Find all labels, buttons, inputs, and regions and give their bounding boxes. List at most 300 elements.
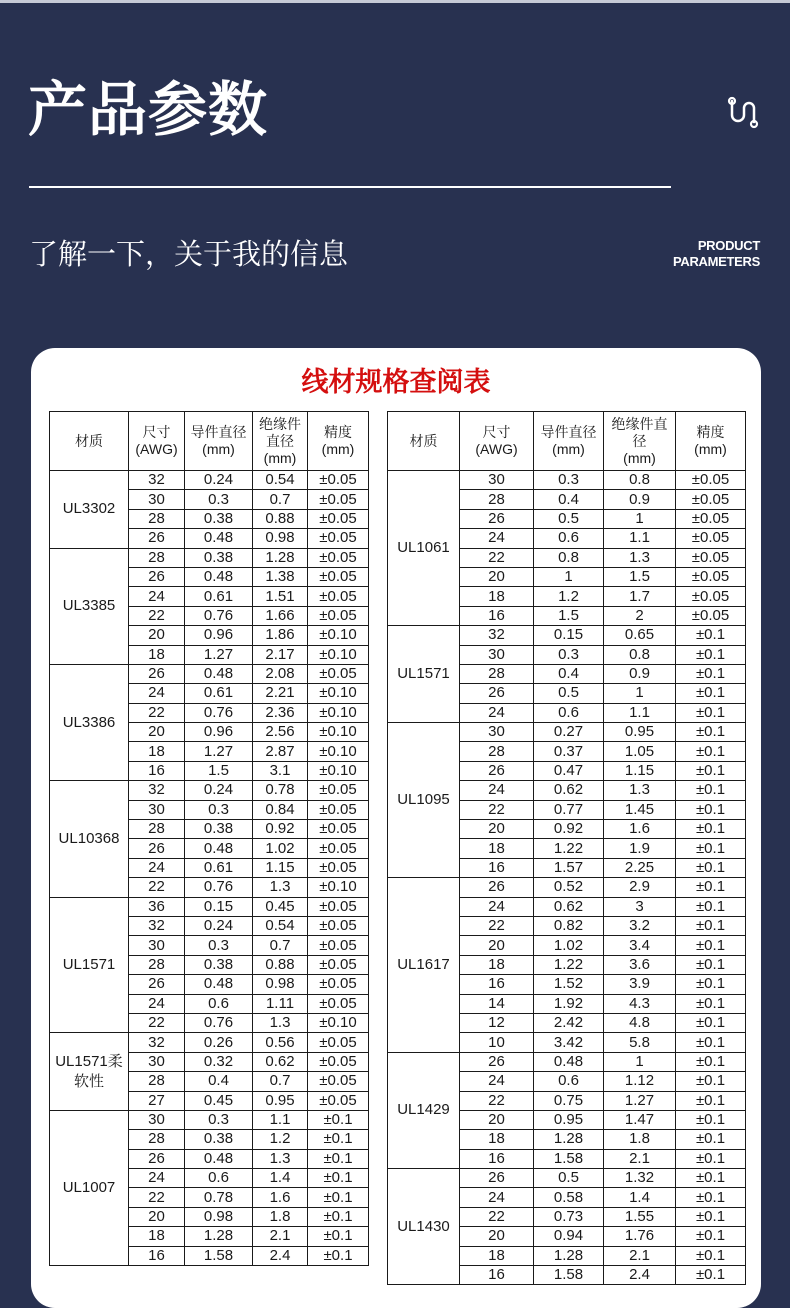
conductor-cell: 0.15 bbox=[185, 897, 253, 916]
insulation-cell: 1.55 bbox=[604, 1207, 676, 1226]
conductor-cell: 0.4 bbox=[534, 490, 604, 509]
insulation-cell: 1.3 bbox=[253, 1149, 308, 1168]
precision-cell: ±0.05 bbox=[308, 820, 369, 839]
precision-cell: ±0.1 bbox=[676, 626, 746, 645]
precision-cell: ±0.1 bbox=[676, 781, 746, 800]
conductor-cell: 0.76 bbox=[185, 878, 253, 897]
conductor-cell: 0.4 bbox=[185, 1072, 253, 1091]
insulation-cell: 0.78 bbox=[253, 781, 308, 800]
precision-cell: ±0.1 bbox=[676, 742, 746, 761]
size-cell: 18 bbox=[460, 587, 534, 606]
conductor-cell: 1.52 bbox=[534, 975, 604, 994]
size-cell: 26 bbox=[129, 567, 185, 586]
precision-cell: ±0.05 bbox=[308, 916, 369, 935]
precision-cell: ±0.05 bbox=[676, 567, 746, 586]
insulation-cell: 2 bbox=[604, 606, 676, 625]
insulation-cell: 0.45 bbox=[253, 897, 308, 916]
insulation-cell: 1 bbox=[604, 684, 676, 703]
precision-cell: ±0.1 bbox=[308, 1149, 369, 1168]
size-cell: 22 bbox=[460, 800, 534, 819]
conductor-cell: 1.92 bbox=[534, 994, 604, 1013]
precision-cell: ±0.1 bbox=[676, 1033, 746, 1052]
size-cell: 26 bbox=[460, 761, 534, 780]
insulation-cell: 1.32 bbox=[604, 1169, 676, 1188]
insulation-cell: 0.98 bbox=[253, 975, 308, 994]
precision-cell: ±0.1 bbox=[676, 1013, 746, 1032]
insulation-cell: 2.4 bbox=[253, 1246, 308, 1265]
conductor-cell: 1.28 bbox=[534, 1130, 604, 1149]
precision-cell: ±0.1 bbox=[676, 664, 746, 683]
insulation-cell: 1.3 bbox=[253, 878, 308, 897]
size-cell: 16 bbox=[460, 1149, 534, 1168]
english-caption-line1: PRODUCT bbox=[697, 238, 760, 253]
size-cell: 30 bbox=[129, 936, 185, 955]
size-cell: 22 bbox=[460, 1091, 534, 1110]
precision-cell: ±0.1 bbox=[676, 1246, 746, 1265]
precision-cell: ±0.05 bbox=[676, 509, 746, 528]
english-caption bbox=[673, 238, 760, 270]
precision-cell: ±0.05 bbox=[308, 606, 369, 625]
insulation-cell: 1.3 bbox=[604, 548, 676, 567]
material-cell: UL1061 bbox=[388, 471, 460, 626]
size-cell: 10 bbox=[460, 1033, 534, 1052]
insulation-cell: 1.38 bbox=[253, 567, 308, 586]
size-cell: 24 bbox=[460, 1188, 534, 1207]
precision-cell: ±0.10 bbox=[308, 703, 369, 722]
insulation-cell: 1.3 bbox=[604, 781, 676, 800]
header-material: 材质 bbox=[388, 412, 460, 471]
conductor-cell: 0.8 bbox=[534, 548, 604, 567]
insulation-cell: 0.95 bbox=[604, 723, 676, 742]
conductor-cell: 0.94 bbox=[534, 1227, 604, 1246]
conductor-cell: 0.5 bbox=[534, 1169, 604, 1188]
precision-cell: ±0.1 bbox=[676, 1207, 746, 1226]
insulation-cell: 2.9 bbox=[604, 878, 676, 897]
precision-cell: ±0.05 bbox=[308, 1091, 369, 1110]
insulation-cell: 2.17 bbox=[253, 645, 308, 664]
conductor-cell: 0.48 bbox=[185, 567, 253, 586]
conductor-cell: 0.5 bbox=[534, 509, 604, 528]
conductor-cell: 0.15 bbox=[534, 626, 604, 645]
size-cell: 26 bbox=[129, 529, 185, 548]
precision-cell: ±0.10 bbox=[308, 878, 369, 897]
precision-cell: ±0.05 bbox=[308, 509, 369, 528]
spec-table-left bbox=[49, 411, 369, 1266]
precision-cell: ±0.10 bbox=[308, 645, 369, 664]
conductor-cell: 1.5 bbox=[534, 606, 604, 625]
header-insulation-diameter: 绝缘件 直径 (mm) bbox=[253, 412, 308, 471]
precision-cell: ±0.1 bbox=[308, 1188, 369, 1207]
table-row bbox=[50, 1033, 369, 1052]
table-row bbox=[388, 723, 746, 742]
size-cell: 28 bbox=[460, 664, 534, 683]
size-cell: 27 bbox=[129, 1091, 185, 1110]
precision-cell: ±0.10 bbox=[308, 684, 369, 703]
spec-table-right bbox=[387, 411, 746, 1285]
material-cell: UL1430 bbox=[388, 1169, 460, 1285]
insulation-cell: 1 bbox=[604, 1052, 676, 1071]
conductor-cell: 0.96 bbox=[185, 626, 253, 645]
insulation-cell: 0.54 bbox=[253, 916, 308, 935]
insulation-cell: 1.02 bbox=[253, 839, 308, 858]
conductor-cell: 1.2 bbox=[534, 587, 604, 606]
conductor-cell: 1.28 bbox=[185, 1227, 253, 1246]
precision-cell: ±0.1 bbox=[308, 1207, 369, 1226]
precision-cell: ±0.05 bbox=[308, 587, 369, 606]
size-cell: 20 bbox=[129, 626, 185, 645]
insulation-cell: 1.05 bbox=[604, 742, 676, 761]
conductor-cell: 0.73 bbox=[534, 1207, 604, 1226]
conductor-cell: 0.47 bbox=[534, 761, 604, 780]
size-cell: 30 bbox=[460, 471, 534, 490]
precision-cell: ±0.05 bbox=[308, 839, 369, 858]
insulation-cell: 1.1 bbox=[604, 529, 676, 548]
conductor-cell: 0.32 bbox=[185, 1052, 253, 1071]
precision-cell: ±0.1 bbox=[676, 761, 746, 780]
insulation-cell: 5.8 bbox=[604, 1033, 676, 1052]
insulation-cell: 0.8 bbox=[604, 471, 676, 490]
conductor-cell: 0.6 bbox=[534, 1072, 604, 1091]
precision-cell: ±0.1 bbox=[676, 1149, 746, 1168]
size-cell: 16 bbox=[129, 1246, 185, 1265]
insulation-cell: 0.88 bbox=[253, 955, 308, 974]
spec-card bbox=[31, 348, 761, 1308]
insulation-cell: 1 bbox=[604, 509, 676, 528]
insulation-cell: 1.8 bbox=[253, 1207, 308, 1226]
table-body-right bbox=[388, 471, 746, 1285]
precision-cell: ±0.1 bbox=[308, 1110, 369, 1129]
conductor-cell: 0.52 bbox=[534, 878, 604, 897]
size-cell: 24 bbox=[129, 684, 185, 703]
insulation-cell: 2.1 bbox=[604, 1149, 676, 1168]
precision-cell: ±0.1 bbox=[676, 994, 746, 1013]
precision-cell: ±0.1 bbox=[676, 1169, 746, 1188]
size-cell: 24 bbox=[129, 858, 185, 877]
size-cell: 12 bbox=[460, 1013, 534, 1032]
conductor-cell: 0.76 bbox=[185, 1013, 253, 1032]
size-cell: 30 bbox=[460, 723, 534, 742]
precision-cell: ±0.05 bbox=[308, 664, 369, 683]
precision-cell: ±0.10 bbox=[308, 1013, 369, 1032]
size-cell: 24 bbox=[129, 994, 185, 1013]
conductor-cell: 0.95 bbox=[534, 1110, 604, 1129]
size-cell: 22 bbox=[129, 1188, 185, 1207]
material-cell: UL1429 bbox=[388, 1052, 460, 1168]
table-row bbox=[50, 781, 369, 800]
size-cell: 22 bbox=[460, 548, 534, 567]
insulation-cell: 1.6 bbox=[604, 820, 676, 839]
conductor-cell: 0.48 bbox=[185, 1149, 253, 1168]
header-conductor-diameter: 导件直径 (mm) bbox=[185, 412, 253, 471]
size-cell: 30 bbox=[129, 800, 185, 819]
size-cell: 16 bbox=[460, 858, 534, 877]
size-cell: 28 bbox=[460, 490, 534, 509]
precision-cell: ±0.05 bbox=[308, 897, 369, 916]
insulation-cell: 3.2 bbox=[604, 916, 676, 935]
insulation-cell: 2.4 bbox=[604, 1266, 676, 1285]
conductor-cell: 0.6 bbox=[534, 529, 604, 548]
header-size: 尺寸 (AWG) bbox=[460, 412, 534, 471]
header-precision: 精度 (mm) bbox=[676, 412, 746, 471]
precision-cell: ±0.1 bbox=[676, 916, 746, 935]
size-cell: 26 bbox=[460, 684, 534, 703]
size-cell: 20 bbox=[460, 1110, 534, 1129]
conductor-cell: 0.48 bbox=[185, 975, 253, 994]
material-cell: UL1571 bbox=[388, 626, 460, 723]
conductor-cell: 0.26 bbox=[185, 1033, 253, 1052]
insulation-cell: 1.9 bbox=[604, 839, 676, 858]
insulation-cell: 1.27 bbox=[604, 1091, 676, 1110]
precision-cell: ±0.1 bbox=[308, 1227, 369, 1246]
precision-cell: ±0.05 bbox=[676, 548, 746, 567]
precision-cell: ±0.1 bbox=[676, 723, 746, 742]
insulation-cell: 1.1 bbox=[253, 1110, 308, 1129]
precision-cell: ±0.1 bbox=[308, 1130, 369, 1149]
insulation-cell: 1.1 bbox=[604, 703, 676, 722]
precision-cell: ±0.10 bbox=[308, 723, 369, 742]
conductor-cell: 0.6 bbox=[185, 1169, 253, 1188]
precision-cell: ±0.05 bbox=[308, 781, 369, 800]
precision-cell: ±0.05 bbox=[308, 975, 369, 994]
precision-cell: ±0.1 bbox=[676, 936, 746, 955]
insulation-cell: 3.1 bbox=[253, 761, 308, 780]
insulation-cell: 0.9 bbox=[604, 490, 676, 509]
material-cell: UL3386 bbox=[50, 664, 129, 780]
precision-cell: ±0.05 bbox=[676, 490, 746, 509]
conductor-cell: 0.38 bbox=[185, 820, 253, 839]
size-cell: 28 bbox=[460, 742, 534, 761]
precision-cell: ±0.1 bbox=[676, 820, 746, 839]
insulation-cell: 2.25 bbox=[604, 858, 676, 877]
conductor-cell: 0.24 bbox=[185, 471, 253, 490]
conductor-cell: 0.62 bbox=[534, 781, 604, 800]
conductor-cell: 2.42 bbox=[534, 1013, 604, 1032]
size-cell: 20 bbox=[129, 723, 185, 742]
size-cell: 32 bbox=[129, 1033, 185, 1052]
size-cell: 28 bbox=[129, 955, 185, 974]
conductor-cell: 0.24 bbox=[185, 781, 253, 800]
size-cell: 28 bbox=[129, 1130, 185, 1149]
insulation-cell: 1.15 bbox=[253, 858, 308, 877]
size-cell: 18 bbox=[460, 1130, 534, 1149]
table-row bbox=[50, 1110, 369, 1129]
material-cell: UL1617 bbox=[388, 878, 460, 1053]
page-title: 产品参数 bbox=[28, 75, 269, 144]
precision-cell: ±0.05 bbox=[308, 1033, 369, 1052]
insulation-cell: 2.36 bbox=[253, 703, 308, 722]
insulation-cell: 1.47 bbox=[604, 1110, 676, 1129]
size-cell: 32 bbox=[129, 781, 185, 800]
insulation-cell: 2.87 bbox=[253, 742, 308, 761]
conductor-cell: 0.3 bbox=[534, 645, 604, 664]
precision-cell: ±0.05 bbox=[308, 490, 369, 509]
size-cell: 18 bbox=[129, 742, 185, 761]
size-cell: 22 bbox=[129, 1013, 185, 1032]
precision-cell: ±0.05 bbox=[308, 471, 369, 490]
conductor-cell: 0.3 bbox=[185, 490, 253, 509]
insulation-cell: 2.1 bbox=[604, 1246, 676, 1265]
size-cell: 24 bbox=[460, 897, 534, 916]
conductor-cell: 0.58 bbox=[534, 1188, 604, 1207]
size-cell: 24 bbox=[460, 781, 534, 800]
insulation-cell: 0.88 bbox=[253, 509, 308, 528]
conductor-cell: 1.58 bbox=[534, 1266, 604, 1285]
precision-cell: ±0.1 bbox=[676, 1072, 746, 1091]
conductor-cell: 0.37 bbox=[534, 742, 604, 761]
precision-cell: ±0.1 bbox=[676, 684, 746, 703]
table-row bbox=[388, 1052, 746, 1071]
conductor-cell: 0.3 bbox=[185, 936, 253, 955]
precision-cell: ±0.1 bbox=[676, 839, 746, 858]
precision-cell: ±0.1 bbox=[676, 1091, 746, 1110]
insulation-cell: 3.4 bbox=[604, 936, 676, 955]
material-cell: UL1571柔软性 bbox=[50, 1033, 129, 1111]
header-insulation-diameter: 绝缘件直 径 (mm) bbox=[604, 412, 676, 471]
insulation-cell: 0.56 bbox=[253, 1033, 308, 1052]
conductor-cell: 0.76 bbox=[185, 606, 253, 625]
size-cell: 20 bbox=[460, 820, 534, 839]
precision-cell: ±0.05 bbox=[676, 587, 746, 606]
size-cell: 18 bbox=[129, 645, 185, 664]
size-cell: 16 bbox=[129, 761, 185, 780]
size-cell: 24 bbox=[129, 587, 185, 606]
insulation-cell: 1.12 bbox=[604, 1072, 676, 1091]
table-row bbox=[50, 664, 369, 683]
material-cell: UL1007 bbox=[50, 1110, 129, 1265]
insulation-cell: 1.45 bbox=[604, 800, 676, 819]
size-cell: 24 bbox=[460, 1072, 534, 1091]
size-cell: 26 bbox=[129, 975, 185, 994]
material-cell: UL10368 bbox=[50, 781, 129, 897]
insulation-cell: 1.5 bbox=[604, 567, 676, 586]
conductor-cell: 1.28 bbox=[534, 1246, 604, 1265]
conductor-cell: 0.38 bbox=[185, 1130, 253, 1149]
conductor-cell: 0.98 bbox=[185, 1207, 253, 1226]
precision-cell: ±0.05 bbox=[308, 529, 369, 548]
size-cell: 20 bbox=[129, 1207, 185, 1226]
insulation-cell: 4.8 bbox=[604, 1013, 676, 1032]
size-cell: 30 bbox=[460, 645, 534, 664]
table-row bbox=[50, 471, 369, 490]
conductor-cell: 0.24 bbox=[185, 916, 253, 935]
size-cell: 20 bbox=[460, 936, 534, 955]
precision-cell: ±0.1 bbox=[676, 1130, 746, 1149]
precision-cell: ±0.1 bbox=[676, 858, 746, 877]
insulation-cell: 3.9 bbox=[604, 975, 676, 994]
insulation-cell: 2.1 bbox=[253, 1227, 308, 1246]
table-row bbox=[50, 548, 369, 567]
insulation-cell: 3.6 bbox=[604, 955, 676, 974]
precision-cell: ±0.05 bbox=[308, 936, 369, 955]
precision-cell: ±0.10 bbox=[308, 761, 369, 780]
size-cell: 18 bbox=[129, 1227, 185, 1246]
insulation-cell: 1.11 bbox=[253, 994, 308, 1013]
insulation-cell: 1.76 bbox=[604, 1227, 676, 1246]
conductor-cell: 0.92 bbox=[534, 820, 604, 839]
conductor-cell: 1.58 bbox=[185, 1246, 253, 1265]
material-cell: UL1571 bbox=[50, 897, 129, 1033]
conductor-cell: 0.96 bbox=[185, 723, 253, 742]
size-cell: 28 bbox=[129, 509, 185, 528]
size-cell: 20 bbox=[460, 1227, 534, 1246]
size-cell: 14 bbox=[460, 994, 534, 1013]
insulation-cell: 2.56 bbox=[253, 723, 308, 742]
conductor-cell: 0.61 bbox=[185, 587, 253, 606]
insulation-cell: 1.28 bbox=[253, 548, 308, 567]
conductor-cell: 1 bbox=[534, 567, 604, 586]
insulation-cell: 2.21 bbox=[253, 684, 308, 703]
size-cell: 26 bbox=[129, 664, 185, 683]
conductor-cell: 1.27 bbox=[185, 742, 253, 761]
size-cell: 28 bbox=[129, 820, 185, 839]
precision-cell: ±0.1 bbox=[676, 645, 746, 664]
table-header-row bbox=[50, 412, 369, 471]
size-cell: 22 bbox=[129, 703, 185, 722]
page-subtitle: 了解一下，关于我的信息 bbox=[29, 237, 349, 271]
precision-cell: ±0.05 bbox=[308, 955, 369, 974]
insulation-cell: 1.86 bbox=[253, 626, 308, 645]
size-cell: 30 bbox=[129, 490, 185, 509]
insulation-cell: 1.6 bbox=[253, 1188, 308, 1207]
insulation-cell: 0.7 bbox=[253, 936, 308, 955]
precision-cell: ±0.10 bbox=[308, 626, 369, 645]
precision-cell: ±0.05 bbox=[676, 529, 746, 548]
header-size: 尺寸 (AWG) bbox=[129, 412, 185, 471]
conductor-cell: 0.38 bbox=[185, 548, 253, 567]
conductor-cell: 0.75 bbox=[534, 1091, 604, 1110]
size-cell: 24 bbox=[460, 703, 534, 722]
header-conductor-diameter: 导件直径 (mm) bbox=[534, 412, 604, 471]
precision-cell: ±0.1 bbox=[676, 703, 746, 722]
size-cell: 22 bbox=[460, 916, 534, 935]
conductor-cell: 1.27 bbox=[185, 645, 253, 664]
conductor-cell: 1.02 bbox=[534, 936, 604, 955]
precision-cell: ±0.05 bbox=[308, 1072, 369, 1091]
table-header-row bbox=[388, 412, 746, 471]
precision-cell: ±0.1 bbox=[308, 1169, 369, 1188]
insulation-cell: 0.7 bbox=[253, 490, 308, 509]
size-cell: 22 bbox=[129, 606, 185, 625]
insulation-cell: 4.3 bbox=[604, 994, 676, 1013]
size-cell: 24 bbox=[460, 529, 534, 548]
insulation-cell: 1.7 bbox=[604, 587, 676, 606]
size-cell: 22 bbox=[129, 878, 185, 897]
insulation-cell: 0.84 bbox=[253, 800, 308, 819]
conductor-cell: 0.48 bbox=[185, 664, 253, 683]
size-cell: 32 bbox=[129, 471, 185, 490]
precision-cell: ±0.1 bbox=[676, 955, 746, 974]
size-cell: 32 bbox=[129, 916, 185, 935]
insulation-cell: 0.98 bbox=[253, 529, 308, 548]
precision-cell: ±0.1 bbox=[676, 1052, 746, 1071]
precision-cell: ±0.1 bbox=[676, 975, 746, 994]
insulation-cell: 3 bbox=[604, 897, 676, 916]
precision-cell: ±0.10 bbox=[308, 742, 369, 761]
conductor-cell: 0.62 bbox=[534, 897, 604, 916]
precision-cell: ±0.1 bbox=[676, 800, 746, 819]
precision-cell: ±0.1 bbox=[676, 1188, 746, 1207]
conductor-cell: 0.5 bbox=[534, 684, 604, 703]
insulation-cell: 0.7 bbox=[253, 1072, 308, 1091]
conductor-cell: 0.3 bbox=[185, 800, 253, 819]
material-cell: UL3385 bbox=[50, 548, 129, 664]
conductor-cell: 0.6 bbox=[534, 703, 604, 722]
insulation-cell: 1.66 bbox=[253, 606, 308, 625]
conductor-cell: 1.5 bbox=[185, 761, 253, 780]
size-cell: 26 bbox=[460, 878, 534, 897]
size-cell: 26 bbox=[460, 1169, 534, 1188]
size-cell: 20 bbox=[460, 567, 534, 586]
